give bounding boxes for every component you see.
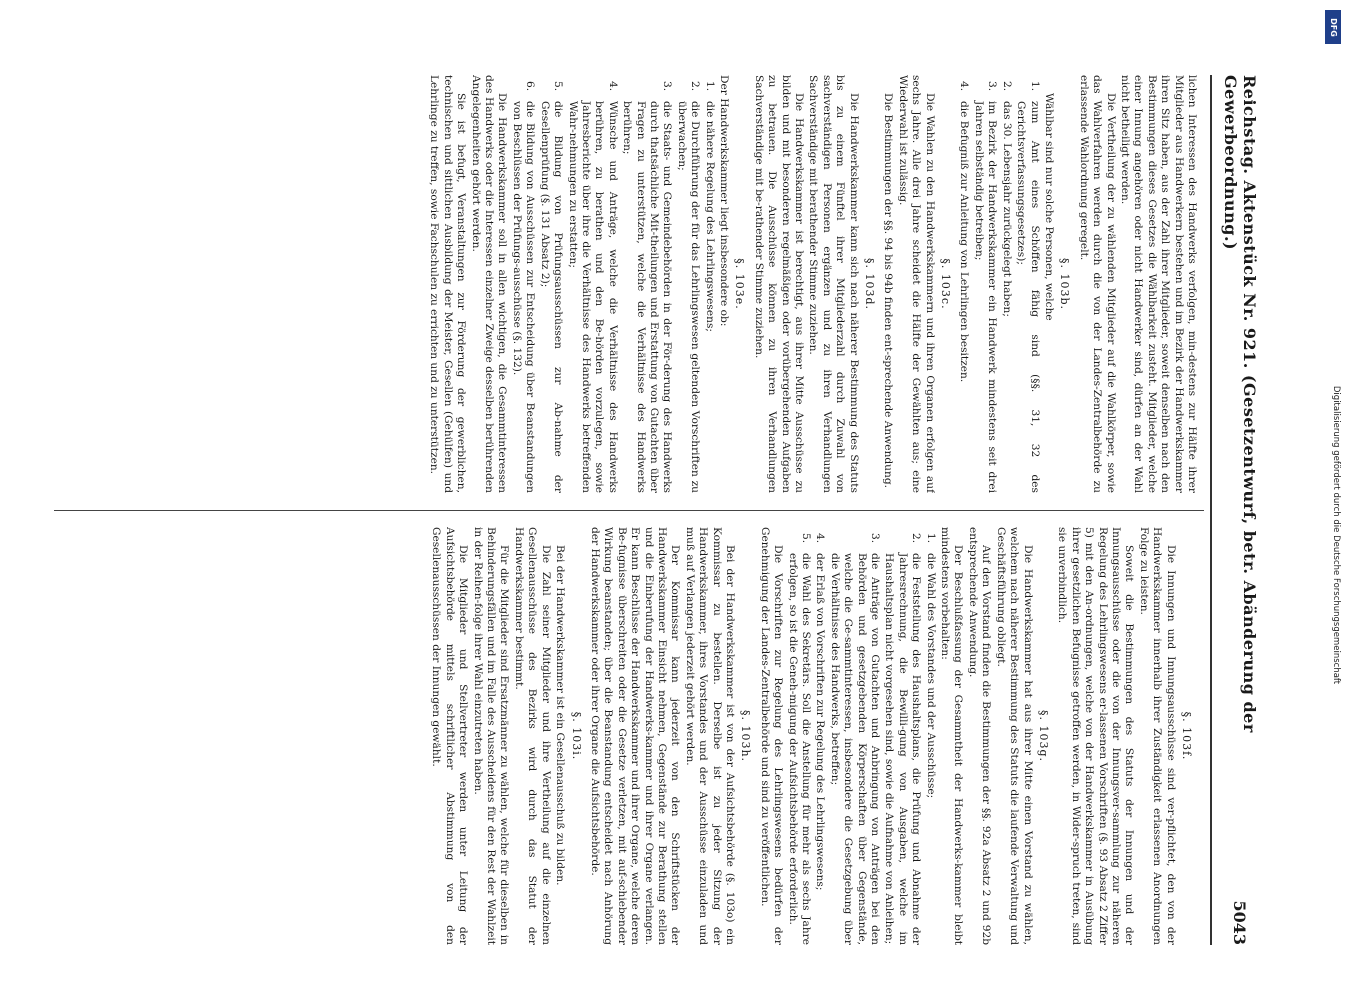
paragraph: Die Vertheilung der zu wählenden Mitglieder auf die Wahlkörper, sowie das Wahlverfahren werden durch die von der Landes-Zentralbehörde zu erlassende Wahlordnung geregelt. — [1077, 75, 1117, 493]
list-item — [565, 75, 619, 493]
list-text: das 30. Lebensjahr zurückgelegt haben; — [1000, 101, 1013, 317]
list-number: 6. — [524, 81, 537, 92]
list-103b — [957, 75, 1040, 493]
paragraph: Die Vorschriften zur Regelung des Lehrlingswesens bedürfen der Genehmigung der Landes-Zentralbehörde und sind zu veröffentlichen. — [758, 527, 785, 945]
list-item — [827, 527, 881, 945]
list-number: 3. — [661, 81, 674, 92]
section-heading: §. 103e. — [733, 258, 747, 310]
paragraph: Sie ist befugt, Veranstaltungen zur Förderung der gewerblichen, technischen und sittlichen Ausbildung der Meister, Gesellen (Gehülfen) und Lehrlinge zu treffen, sowie Fachschulen zu errichten und zu unterstützen. — [428, 75, 468, 493]
list-text: der Erlaß von Vorschriften zur Regelung des Lehrlingswesens; — [814, 553, 827, 891]
list-text: zum Amt eines Schöffen fähig sind (§§. 31, 32 des Gerichtsverfassungsgesetzes); — [1015, 101, 1041, 493]
list-103e — [510, 75, 716, 493]
paragraph: Die Handwerkskammer kann sich nach näherer Bestimmung des Statuts bis zu einem Fünftel ihrer Mitgliederzahl durch Zuwahl von sachverständigen Personen ergänzen und zu ihren Verhandlungen Sachverständige mit berathender Stimme zuziehen. — [807, 75, 860, 493]
page-header — [1220, 75, 1260, 945]
paragraph: lichen Interessen des Handwerks verfolgen, min-destens zur Hälfte ihrer Mitglieder aus Handwerkern bestehen und im Bezirk der Handwerkskammer ihren Sitz haben, aus der Zahl ihrer Mitglieder, soweit denselben nach den Bestimmungen dieses Gesetzes die Wählbarkeit zusteht. Mitglieder, welche einer Innung angehören oder nicht Handwerker sind, dürfen an der Wahl nicht betheiligt werden. — [1118, 75, 1198, 493]
paragraph: Soweit die Bestimmungen des Statuts der Innungen und der Innungsausschüsse oder die von der Innungsver-sammlung zur näheren Regelung des Lehrlingswesens er-lassenen Vorschriften (§. 93 Absatz 2 Ziffer 5) mit den An-ordnungen, welche von der Handwerkskammer in Ausübung ihrer gesetzlichen Befugnisse getroffen werden, in Wider-spruch treten, sind sie unverbindlich. — [1056, 527, 1136, 945]
list-text: Wünsche und Anträge, welche die Verhältnisse des Handwerks berühren, zu berathen und den Be-hörden vorzulegen, sowie Jahresberichte über ihre die Verhältnisse des Handwerks betreffenden Wahr-nehmungen zu erstatten; — [566, 101, 619, 493]
dfg-logo-text: DFG — [1328, 17, 1338, 37]
paragraph: Der Beschlußfassung der Gesammtheit der Handwerks-kammer bleibt mindestens vorbehalten: — [939, 527, 965, 945]
list-103g — [785, 527, 936, 945]
page-content — [50, 75, 1260, 975]
header-rule — [1210, 75, 1212, 945]
list-text: im Bezirk der Handwerkskammer ein Handwerk mindestens seit drei Jahren selbständig betreiben; — [972, 101, 999, 493]
list-number: 1. — [924, 533, 937, 544]
list-number: 4. — [606, 81, 619, 92]
section-heading: §. 103c. — [939, 258, 953, 310]
list-item — [620, 75, 674, 493]
page-number: 5043 — [1230, 900, 1250, 945]
paragraph: Die Handwerkskammer soll in allen wichtigen, die Gesammtinteressen des Handwerks oder die Interessen einzelner Zweige desselben berührenden Angelegenheiten gehört werden. — [469, 75, 509, 493]
list-text: die nähere Regelung des Lehrlingswesens; — [703, 101, 716, 332]
list-item — [972, 75, 999, 493]
list-item — [813, 527, 826, 945]
list-number: 5. — [800, 533, 813, 544]
list-item — [1014, 75, 1041, 493]
dfg-logo — [1325, 10, 1341, 44]
digitization-sidebar — [1321, 10, 1347, 990]
list-item — [537, 75, 564, 493]
paragraph: Die Zahl seiner Mitglieder und ihre Vertheilung auf die einzelnen Gesellenausschüsse des Bezirks wird durch das Statut der Handwerkskammer bestimmt. — [512, 527, 552, 945]
list-text: die Feststellung des Haushaltsplans, die Prüfung und Abnahme der Jahresrechnung, die Bewilli-gung von Ausgaben, welche im Haushaltsplan nicht vorgesehen sind, sowie die Aufnahme von Anleihen; — [883, 553, 923, 945]
list-item — [923, 527, 936, 945]
list-text: die Durchführung der für das Lehrlingswesen geltenden Vorschriften zu überwachen; — [675, 101, 702, 493]
list-number: 4. — [814, 533, 827, 544]
paragraph: Die Mitglieder und Stellvertreter werden unter Leitung der Aufsichtsbehörde mittels schriftlicher Abstimmung von den Gesellenausschüssen der Innungen gewählt. — [430, 527, 470, 945]
list-item — [674, 75, 701, 493]
list-number: 4. — [958, 81, 971, 92]
paragraph: Die Bestimmungen der §§. 94 bis 94b finden ent-sprechende Anwendung. — [882, 93, 895, 488]
list-text: die Wahl des Sekretärs. Soll die Anstellung für mehr als sechs Jahre erfolgen, so ist die Geneh-migung der Aufsichtsbehörde erforderlich. — [786, 553, 813, 945]
document-page — [50, 0, 1300, 1000]
paragraph: Bei der Handwerkskammer ist ein Gesellenausschuß zu bilden. — [554, 545, 567, 886]
list-number: 2. — [1000, 81, 1013, 92]
section-heading: §. 103i. — [569, 711, 583, 761]
paragraph: Wählbar sind nur solche Personen, welche — [1042, 93, 1055, 321]
paragraph: Bei der Handwerkskammer ist von der Aufsichtsbehörde (§. 103o) ein Kommissar zu bestellen. Derselbe ist zu jeder Sitzung der Handwerkskammer, ihres Vorstandes und der Ausschüsse einzuladen und muß auf Verlangen jederzeit gehört werden. — [683, 527, 736, 945]
right-column — [58, 527, 1198, 945]
list-number: 1. — [703, 81, 716, 92]
list-number: 3. — [869, 533, 882, 544]
header-title: Reichstag. Aktenstück Nr. 921. (Gesetzentwurf, betr. Abänderung der Gewerbeordnung.) — [1221, 75, 1259, 733]
list-number: 5. — [552, 81, 565, 92]
paragraph: Auf den Vorstand finden die Bestimmungen der §§. 92a Absatz 2 und 92b entsprechende Anwendung. — [966, 527, 993, 945]
paragraph: Für die Mitglieder sind Ersatzmänner zu wählen, welche für dieselben in Behinderungsfällen und im Falle des Ausscheidens für den Rest der Wahlzeit in der Reihen-folge ihrer Wahl einzutreten haben. — [471, 527, 511, 945]
list-text: die Bildung von Prüfungsausschüssen zur Ab-nahme der Gesellenprüfung (§. 131 Absatz 2); — [538, 101, 565, 493]
list-item — [702, 75, 715, 493]
list-item — [785, 527, 812, 945]
list-text: die Bildung von Ausschüssen zur Entscheidung über Beanstandungen von Beschlüssen der Prüfungs-ausschüsse (§. 132). — [510, 101, 537, 493]
list-number: 3. — [986, 81, 999, 92]
list-text: die Befugniß zur Anleitung von Lehrlingen besitzen. — [958, 101, 971, 383]
list-text: die Wahl des Vorstandes und der Ausschüsse; — [924, 553, 937, 799]
digitization-note: Digitalisierung gefördert durch die Deutsche Forschungsgemeinschaft — [1331, 385, 1341, 685]
section-heading: §. 103h. — [739, 709, 753, 763]
section-heading: §. 103f. — [1180, 711, 1193, 761]
list-number: 2. — [689, 81, 702, 92]
paragraph: Die Handwerkskammer hat aus ihrer Mitte einen Vorstand zu wählen, welchem nach näherer Bestimmung des Statuts die laufende Verwaltung und Geschäftsführung obliegt. — [994, 527, 1034, 945]
paragraph: Die Innungen und Innungsausschüsse sind ver-pflichtet, den von der Handwerkskammer innerhalb ihrer Zuständigkeit erlassenen Anordnungen Folge zu leisten. — [1137, 527, 1177, 945]
section-heading: §. 103g. — [1036, 709, 1050, 763]
column-divider — [54, 510, 1204, 511]
list-item — [957, 75, 970, 493]
section-heading: §. 103d. — [863, 257, 877, 311]
list-text: die Staats- und Gemeindebehörden in der För-derung des Handwerks durch thatsächliche Mit-theilungen und Erstattung von Gutachten über Fragen zu unterstützen, welche die Verhältnisse des Handwerks berühren; — [621, 101, 674, 493]
paragraph: Der Handwerkskammer liegt insbesondere ob: — [718, 75, 730, 327]
list-item — [882, 527, 922, 945]
list-number: 2. — [910, 533, 923, 544]
list-item — [999, 75, 1012, 493]
left-column — [58, 75, 1198, 493]
section-heading: §. 103b. — [1058, 257, 1072, 311]
paragraph: Der Kommissar kann jederzeit von den Schriftstücken der Handwerkskammer Einsicht nehmen, Gegenstände zur Berathung stellen und die Einberufung der Handwerks-kammer und ihrer Organe verlangen. Er kann Beschlüsse der Handwerkskammer und ihrer Organe, welche deren Be-fugnisse überschreiten oder die Gesetze verletzen, mit auf-schiebender Wirkung beanstanden; über die Beanstandung entscheidet nach Anhörung der Handwerkskammer oder ihrer Organe die Aufsichtsbehörde. — [588, 527, 682, 945]
list-item — [510, 75, 537, 493]
paragraph: Die Wahlen zu den Handwerkskammern und ihren Organen erfolgen auf sechs Jahre. Alle drei Jahre scheidet die Hälfte der Gewählten aus; eine Wiederwahl ist zulässig. — [896, 75, 936, 493]
list-text: die Anträge von Gutachten und Anbringung von Anträgen bei den Behörden und gesetzgebenden Körperschaften über Gegenstände, welche die Ge-sammtinteressen, insbesondere die Gesetzgebung über die Verhältnisse des Handwerks, betreffen; — [828, 553, 882, 945]
paragraph: Die Handwerkskammer ist berechtigt, aus ihrer Mitte Ausschüsse zu bilden und mit besonderen regelmäßigen oder vorübergehenden Aufgaben zu betrauen. Die Ausschüsse können zu ihren Verhandlungen Sachverständige mit be-rathender Stimme zuziehen. — [752, 75, 806, 493]
list-number: 1. — [1028, 81, 1041, 92]
